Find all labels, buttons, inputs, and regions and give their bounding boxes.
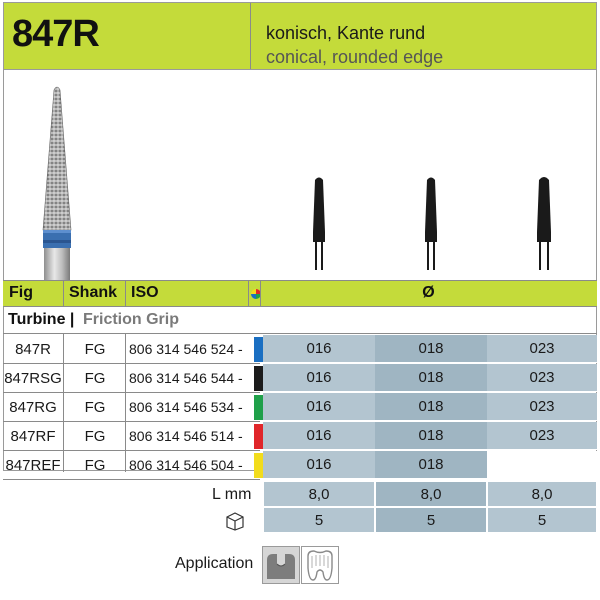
diameter-cell: 018 bbox=[375, 393, 487, 421]
shank-cell: FG bbox=[84, 399, 106, 416]
section-sublabel: Friction Grip bbox=[83, 311, 179, 328]
col-sep bbox=[63, 280, 64, 307]
diameter-cell: 018 bbox=[375, 364, 487, 392]
diameter-cell: 018 bbox=[375, 422, 487, 450]
section-turbine-friction-grip bbox=[3, 307, 597, 334]
product-title: 847R bbox=[12, 13, 99, 55]
diameter-cell: 023 bbox=[487, 364, 597, 392]
pack-value-018: 5 bbox=[375, 507, 487, 533]
color-code-swatch bbox=[254, 453, 263, 478]
description-german: konisch, Kante rund bbox=[266, 23, 426, 43]
diameter-cell: 018 bbox=[375, 451, 487, 479]
fig-cell: 847REF bbox=[5, 457, 61, 474]
iso-cell: 806 314 546 514 - bbox=[129, 428, 243, 444]
bur-silhouette-016 bbox=[313, 178, 325, 271]
diameter-cell: 016 bbox=[263, 335, 375, 363]
length-value-023: 8,0 bbox=[487, 481, 597, 507]
row-divider bbox=[3, 479, 260, 480]
col-sep bbox=[260, 280, 261, 307]
diameter-cell: 023 bbox=[487, 422, 597, 450]
length-value-018: 8,0 bbox=[375, 481, 487, 507]
diameter-cell: 018 bbox=[375, 335, 487, 363]
iso-cell: 806 314 546 504 - bbox=[129, 457, 243, 473]
length-value-016: 8,0 bbox=[263, 481, 375, 507]
pack-value-016: 5 bbox=[263, 507, 375, 533]
color-code-swatch bbox=[254, 366, 263, 391]
table-row bbox=[3, 364, 597, 393]
bur-silhouette-018 bbox=[425, 178, 437, 271]
diameter-cell: 016 bbox=[263, 422, 375, 450]
column-header-left bbox=[3, 280, 260, 307]
shank-cell: FG bbox=[84, 370, 106, 387]
header-fig: Fig bbox=[9, 284, 33, 301]
header-iso: ISO bbox=[131, 284, 159, 301]
iso-cell: 806 314 546 524 - bbox=[129, 341, 243, 357]
bur-photo bbox=[43, 87, 71, 280]
box-icon bbox=[224, 509, 246, 531]
bur-illustration bbox=[3, 70, 597, 280]
color-code-swatch bbox=[254, 424, 263, 449]
col-sep bbox=[125, 334, 126, 472]
length-label: L mm bbox=[212, 486, 252, 503]
fig-cell: 847RSG bbox=[4, 370, 62, 387]
diameter-cell: 023 bbox=[487, 393, 597, 421]
shank-cell: FG bbox=[84, 457, 106, 474]
shank-cell: FG bbox=[84, 428, 106, 445]
col-sep bbox=[63, 334, 64, 472]
color-code-swatch bbox=[254, 337, 263, 362]
molar-cavity-icon bbox=[262, 546, 300, 584]
table-row bbox=[3, 422, 597, 451]
header-shank: Shank bbox=[69, 284, 118, 301]
color-code-swatch bbox=[254, 395, 263, 420]
description-english: conical, rounded edge bbox=[266, 47, 444, 67]
table-row bbox=[3, 393, 597, 422]
table-row bbox=[3, 335, 597, 364]
iso-cell: 806 314 546 534 - bbox=[129, 399, 243, 415]
fig-cell: 847RF bbox=[10, 428, 56, 445]
iso-cell: 806 314 546 544 - bbox=[129, 370, 243, 386]
column-header-diameter bbox=[260, 280, 597, 307]
diameter-cell: 016 bbox=[263, 364, 375, 392]
pack-value-023: 5 bbox=[487, 507, 597, 533]
tooth-crown-icon bbox=[301, 546, 339, 584]
diameter-cell: 016 bbox=[263, 451, 375, 479]
col-sep bbox=[125, 280, 126, 307]
bur-silhouette-023 bbox=[537, 177, 551, 270]
diameter-cell bbox=[487, 451, 597, 479]
product-header bbox=[3, 2, 597, 70]
fig-cell: 847RG bbox=[9, 399, 57, 416]
header-diameter: Ø bbox=[422, 284, 435, 301]
col-sep bbox=[248, 280, 249, 307]
header-divider bbox=[250, 3, 251, 69]
diameter-cell: 023 bbox=[487, 335, 597, 363]
shank-cell: FG bbox=[84, 341, 106, 358]
diameter-cell: 016 bbox=[263, 393, 375, 421]
section-label: Turbine | bbox=[8, 311, 75, 328]
table-row bbox=[3, 451, 597, 480]
application-label: Application bbox=[175, 555, 254, 572]
fig-cell: 847R bbox=[15, 341, 51, 358]
